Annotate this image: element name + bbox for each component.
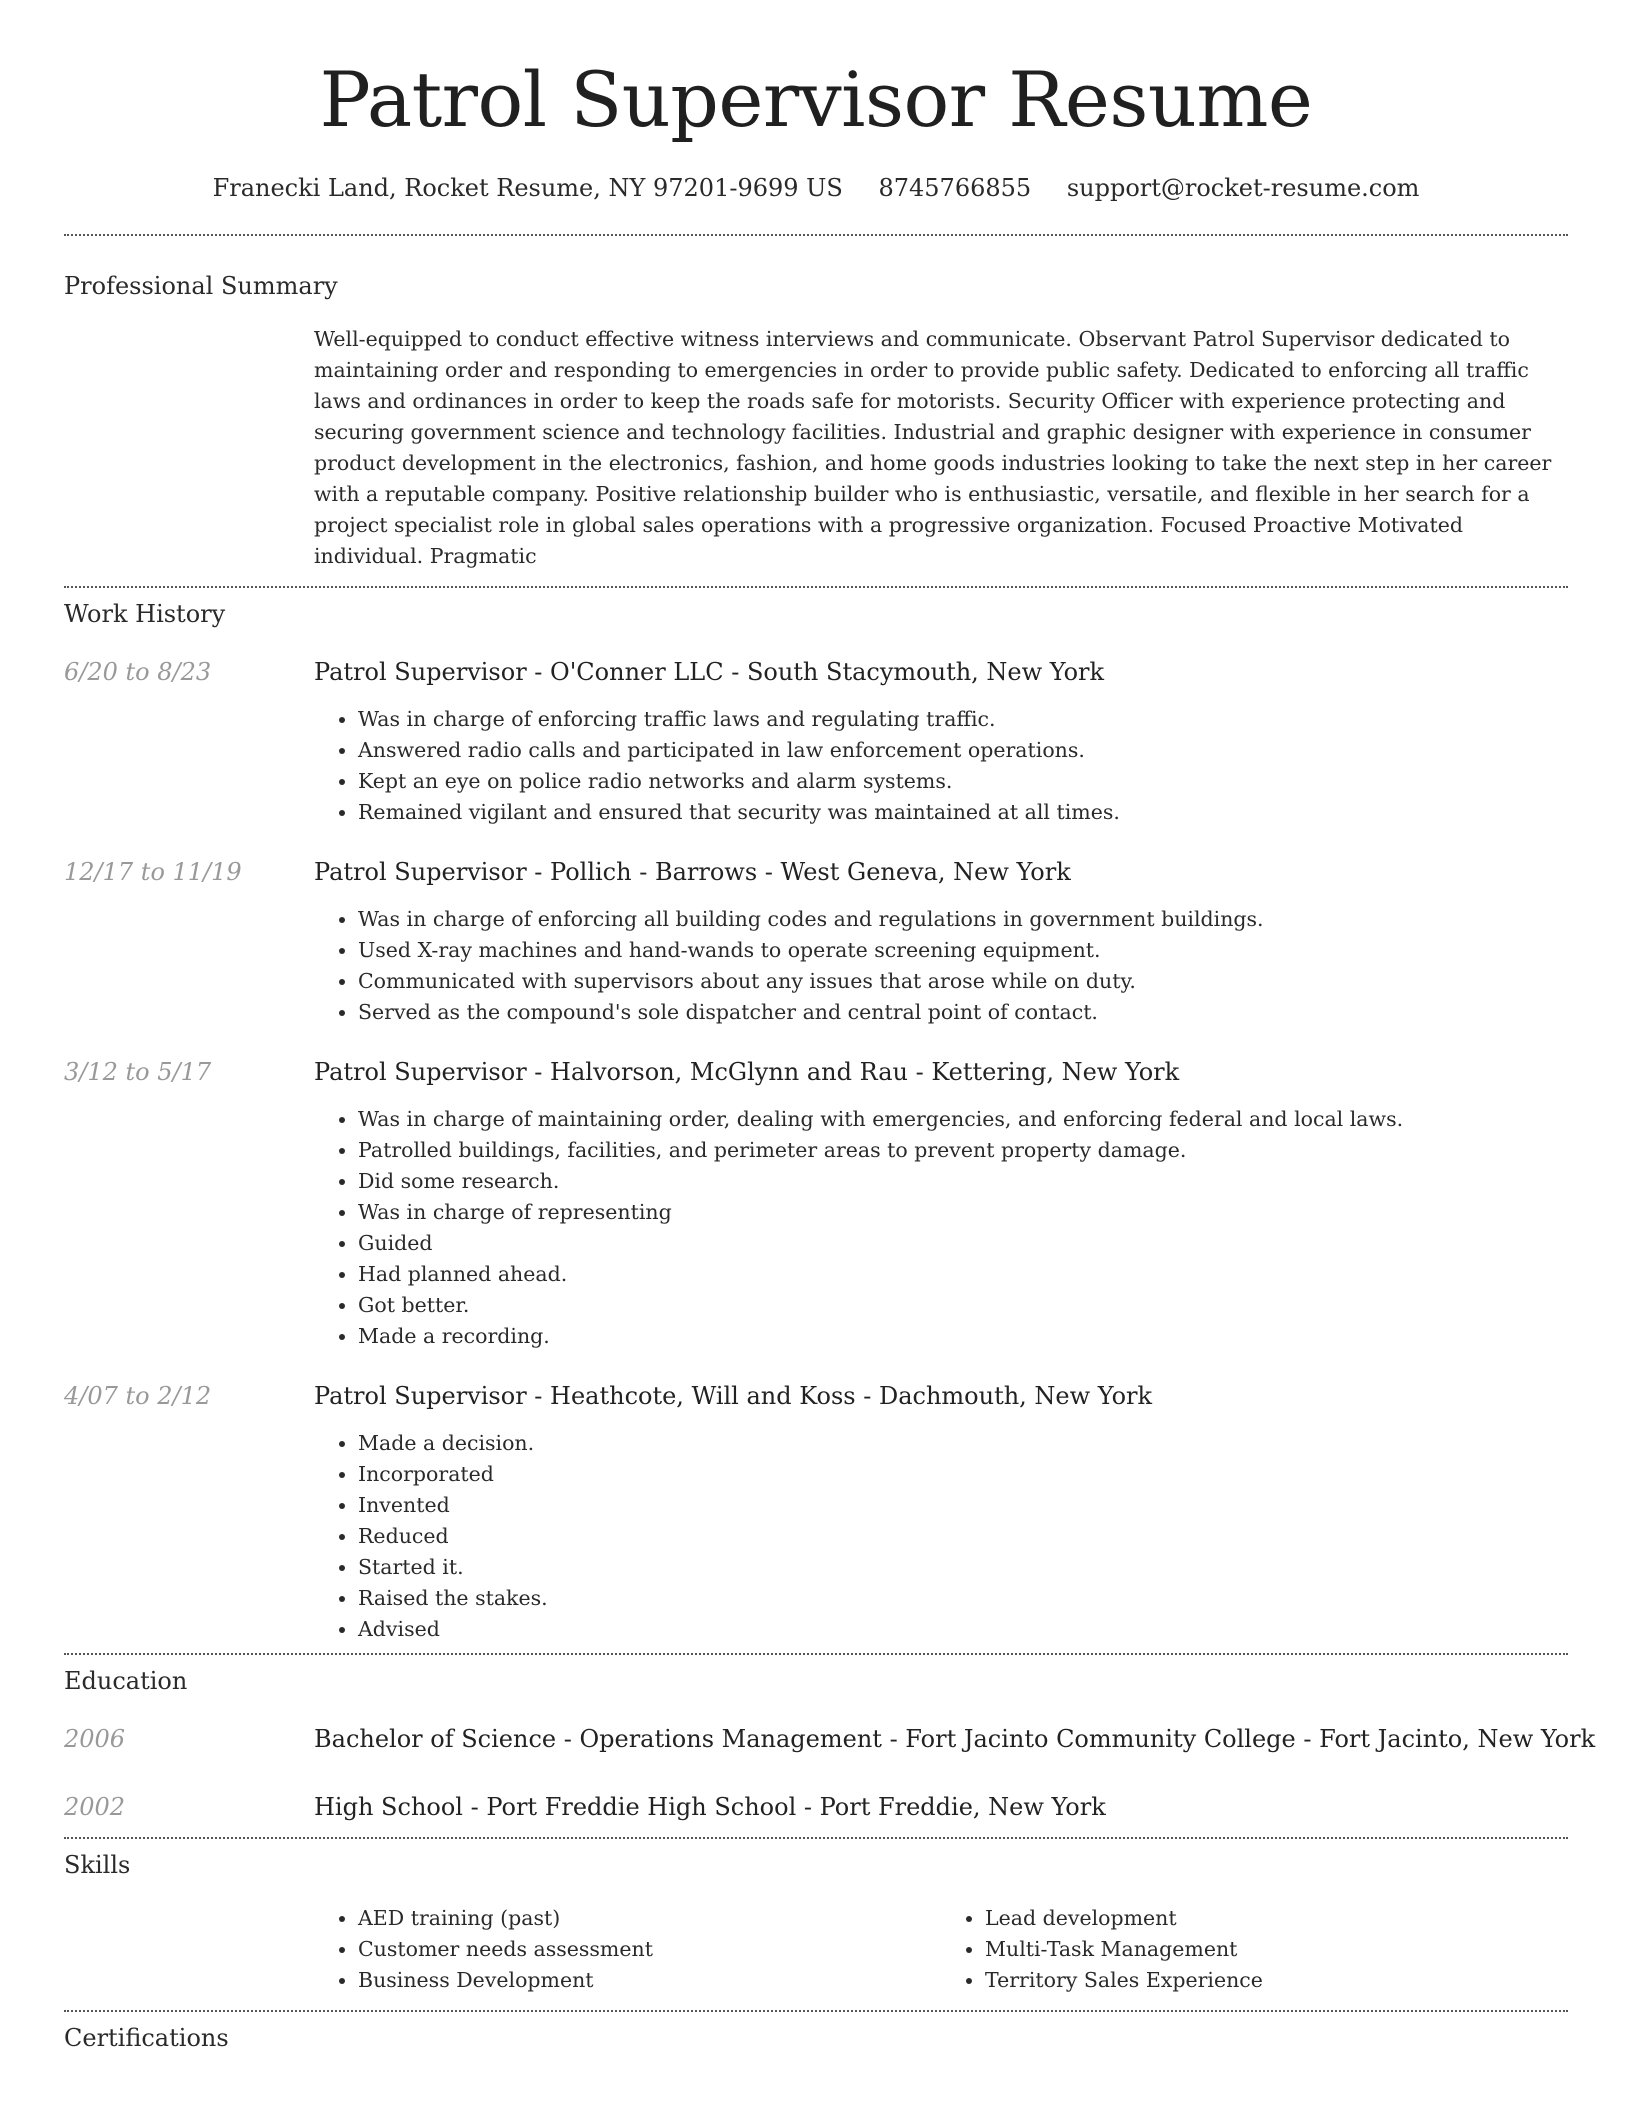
work-history-section [64, 588, 1568, 1653]
list-item: • Had planned ahead. [358, 1259, 1568, 1290]
job-bullets [314, 1104, 1568, 1352]
contact-email: support@rocket-resume.com [1066, 174, 1420, 202]
education-entry [64, 1791, 1568, 1823]
skills-list-left [314, 1903, 941, 1996]
job-title: Patrol Supervisor - O'Conner LLC - South Stacymouth, New York [314, 658, 1105, 686]
list-item: • Territory Sales Experience [985, 1965, 1568, 1996]
job-entry [64, 856, 1568, 1028]
resume-title: Patrol Supervisor Resume [319, 55, 1313, 144]
job-content [314, 1380, 1568, 1645]
list-item: • Customer needs assessment [358, 1934, 941, 1965]
contact-phone: 8745766855 [878, 174, 1032, 202]
education-detail [314, 1791, 1568, 1823]
list-item: • Advised [358, 1614, 1568, 1645]
list-item: • Patrolled buildings, facilities, and perimeter areas to prevent property damage. [358, 1135, 1568, 1166]
skills-section [64, 1839, 1568, 2010]
skills-list-right [941, 1903, 1568, 1996]
list-item: • Started it. [358, 1552, 1568, 1583]
job-bullets [314, 904, 1568, 1028]
summary-heading: Professional Summary [64, 272, 338, 300]
list-item: • AED training (past) [358, 1903, 941, 1934]
list-item: • Incorporated [358, 1459, 1568, 1490]
certifications-section [64, 2012, 1568, 2054]
job-entry [64, 656, 1568, 828]
job-dates: 12/17 to 11/19 [64, 858, 242, 886]
contact-line [64, 172, 1568, 204]
skills-heading: Skills [64, 1851, 131, 1879]
list-item: • Did some research. [358, 1166, 1568, 1197]
education-degree: Bachelor of Science - Operations Management [314, 1725, 882, 1753]
education-section [64, 1655, 1596, 1837]
list-item: • Multi-Task Management [985, 1934, 1568, 1965]
list-item: • Got better. [358, 1290, 1568, 1321]
job-entry [64, 1056, 1568, 1352]
list-item: • Was in charge of representing [358, 1197, 1568, 1228]
job-title: Patrol Supervisor - Halvorson, McGlynn and Rau - Kettering, New York [314, 1058, 1180, 1086]
job-dates: 4/07 to 2/12 [64, 1382, 212, 1410]
skills-columns [314, 1903, 1568, 1996]
job-title: Patrol Supervisor - Pollich - Barrows - West Geneva, New York [314, 858, 1071, 886]
list-item: • Answered radio calls and participated in law enforcement operations. [358, 735, 1568, 766]
list-item: • Reduced [358, 1521, 1568, 1552]
list-item: • Was in charge of enforcing traffic laws and regulating traffic. [358, 704, 1568, 735]
job-title: Patrol Supervisor - Heathcote, Will and Koss - Dachmouth, New York [314, 1382, 1153, 1410]
job-content [314, 656, 1568, 828]
job-bullets [314, 1428, 1568, 1645]
education-entry [64, 1723, 1596, 1755]
summary-text: Well-equipped to conduct effective witness interviews and communicate. Observant Patrol Supervisor dedicated to maintaining order and responding to emergencies in order to provide public safety. Dedicated to enforcing all traffic laws and ordinances in order to keep the roads safe for motorists. Security Officer with experience protecting and securing government science and technology facilities. Industrial and graphic designer with experience in consumer product development in the electronics, fashion, and home goods industries looking to take the next step in her career with a reputable company. Positive relationship builder who is enthusiastic, versatile, and flexible in her search for a project specialist role in global sales operations with a progressive organization. Focused Proactive Motivated individual. Pragmatic [314, 327, 1552, 568]
list-item: • Was in charge of enforcing all building codes and regulations in government buildings. [358, 904, 1568, 935]
list-item: • Served as the compound's sole dispatcher and central point of contact. [358, 997, 1568, 1028]
list-item: • Made a decision. [358, 1428, 1568, 1459]
list-item: • Was in charge of maintaining order, dealing with emergencies, and enforcing federal and local laws. [358, 1104, 1568, 1135]
list-item: • Business Development [358, 1965, 941, 1996]
contact-address: Franecki Land, Rocket Resume, NY 97201-9699 US [212, 174, 843, 202]
summary-section [64, 236, 1568, 586]
job-entry [64, 1380, 1568, 1645]
list-item: • Communicated with supervisors about any issues that arose while on duty. [358, 966, 1568, 997]
work-history-heading: Work History [64, 600, 226, 628]
job-content [314, 856, 1568, 1028]
job-content [314, 1056, 1568, 1352]
education-degree: High School [314, 1793, 463, 1821]
education-year: 2006 [64, 1725, 126, 1753]
list-item: • Used X-ray machines and hand-wands to operate screening equipment. [358, 935, 1568, 966]
list-item: • Made a recording. [358, 1321, 1568, 1352]
job-dates: 3/12 to 5/17 [64, 1058, 212, 1086]
list-item: • Guided [358, 1228, 1568, 1259]
list-item: • Raised the stakes. [358, 1583, 1568, 1614]
list-item: • Lead development [985, 1903, 1568, 1934]
job-bullets [314, 704, 1568, 828]
certifications-heading: Certifications [64, 2024, 229, 2052]
list-item: • Kept an eye on police radio networks and alarm systems. [358, 766, 1568, 797]
education-school: - Port Freddie High School - Port Freddie, New York [462, 1793, 1106, 1821]
education-heading: Education [64, 1667, 188, 1695]
education-school: - Fort Jacinto Community College - Fort Jacinto, New York [881, 1725, 1596, 1753]
education-year: 2002 [64, 1793, 126, 1821]
list-item: • Remained vigilant and ensured that security was maintained at all times. [358, 797, 1568, 828]
education-detail [314, 1723, 1595, 1755]
list-item: • Invented [358, 1490, 1568, 1521]
job-dates: 6/20 to 8/23 [64, 658, 212, 686]
